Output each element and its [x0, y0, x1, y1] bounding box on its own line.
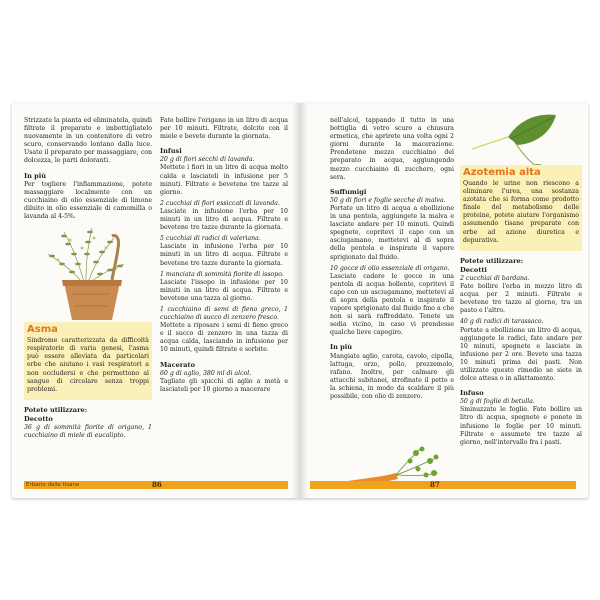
infusi-1-text: Mettete i fiori in un litro di acqua molto calda e lasciateli in infusione per 5 minuti. Filtrate e bevetene tre tazze al giorno. [160, 164, 288, 196]
infusi-1-ingredients: 20 g di fiori secchi di lavanda. [160, 156, 255, 164]
potted-herb-image [24, 224, 152, 322]
decotti-1-ingredients: 2 cucchiai di bardana. [460, 274, 530, 282]
infusi-2-text: Lasciate in infusione l'erba per 10 minuti in un litro di acqua. Filtrate e bevetene tre tazze durante la giornata. [160, 207, 288, 232]
suffumigi-2-ingredients: 10 gocce di olio essenziale di origano. [330, 264, 450, 272]
decotti-2-ingredients: 40 g di radici di tarassaco. [460, 318, 544, 326]
remedies-heading: Potete utilizzare: [460, 256, 524, 265]
page-number-right: 87 [430, 480, 440, 489]
suffumigi-2-text: Lasciate cadere le gocce in una pentola di acqua bollente, copritevi il capo con un asciugamano, mettetevi al di sopra della pentola e inspirate il vapore sprigionato dal fluido fino a che non si sarà raffreddato. Tenete un sedia vicino, in caso vi prendesse qualche lieve capogiro. [330, 272, 454, 337]
infusi-3-text: Lasciate in infusione l'erba per 10 minuti in un litro di acqua. Filtrate e bevetene tre tazze durante la giornata. [160, 243, 288, 267]
asma-title: Asma [27, 324, 58, 336]
azotemia-title: Azotemia alta [463, 167, 541, 178]
infusi-4-text: Lasciate l'issopo in infusione per 10 minuti in un litro di acqua. Filtrate e bevetene una tazza al giorno. [160, 278, 288, 302]
infuso-ingredients: 50 g di foglie di betulla. [460, 398, 535, 406]
footer-bar [310, 481, 576, 489]
suffumigi-heading: Suffumigi [330, 187, 367, 196]
suffumigi-1-text: Portate un litro di acqua a ebollizione in una pentola, aggiungete la malva e lasciate andare per 10 minuti. Quindi spegnete, copritevi il capo con un asciugamano, mettetevi al di sopra della pentola e inspirate il vapore sprigionato dal fluido. [330, 204, 454, 261]
infusi-heading: Infusi [160, 147, 182, 156]
left-column-1 [24, 117, 152, 443]
decotto-ingredients: 36 g di sommità fiorite di origano, 1 cucchiaino di miele di eucalipto. [24, 423, 152, 440]
asma-description: Sindrome caratterizzata da difficoltà respiratorie di varia genesi, l'asma può essere alleviata da particolari erbe che aiutano i vasi respiratori a non occludersi e che permettono al sangue di circolare senza troppi problemi. [27, 337, 149, 393]
macerato-text: Tagliate gli spicchi di aglio a metà e lasciateli per 10 giorno a macerare [160, 377, 288, 393]
asma-box [24, 322, 152, 400]
infusi-5-text: Mettete a riposare i semi di fieno greco e il succo di zenzero in una tazza di acqua calda, lasciando in infusione per 10 minuti, quindi filtrate e sorbite. [160, 322, 288, 354]
paragraph: nell'alcol, tappando il tutto in una bottiglia di vetro scuro a chiusura ermetica, che aprirete una volta ogni 2 giorni durante la macerazione. Prendetene mezzo cucchiaino del preparato in acqua, aggiungendo mezzo cucchiaino di zucchero, ogni sera. [330, 117, 454, 181]
macerato-ingredients: 60 g di aglio, 380 ml di alcol. [160, 369, 252, 377]
infusi-5-ingredients: 1 cucchiaino di semi di fieno greco, 1 cucchiaino di succo di zenzero fresco. [160, 305, 288, 322]
infusi-4-ingredients: 1 manciata di sommità fiorite di issopo. [160, 270, 284, 278]
azotemia-description: Quando le urine non riescono a eliminare l'urea, una sostanza azotata che si forma come prodotto finale del metabolismo delle proteine, potete aiutare l'organismo assumendo tisane preparate con erbe ad azione diuretica e depurativa. [463, 180, 579, 244]
decotti-2-text: Portate a ebollizione un litro di acqua, aggiungete le radici, fate andare per 10 minuti, spegnete e lasciate in infusione per 2 ore. Bevete una tazza 10 minuti prima dei pasti. Non utilizzate questo rimedio se siete in dolce attesa o in allattamento. [460, 326, 582, 383]
page-number-left: 86 [152, 480, 162, 489]
left-column-2 [160, 117, 288, 397]
right-page [300, 103, 588, 498]
paragraph: Mangiate aglio, carota, cavolo, cipolla, lattuga, orzo, pollo, prezzemolo, rafano. Inoltre, per calmare gli attacchi subitanei, strofinate il petto e la schiena, in modo da scaldare il più possibile, con olio di zenzero. [330, 352, 454, 400]
book-spread [12, 103, 588, 498]
azotemia-box [460, 165, 582, 251]
paragraph: Strizzate la pianta ed eliminatela, quindi filtrate il preparato e imbottigliatelo nuovamente in un contenitore di vetro scuro, conservando lontano dalla luce. Usate il preparato per massaggiare, con dolcezza, le parti doloranti. [24, 117, 152, 165]
right-column-2 [460, 165, 582, 450]
right-column-1 [330, 117, 454, 404]
decotti-heading: Decotti [460, 265, 487, 274]
infuso-text: Sminuzzate le foglie. Fate bollire un litro di acqua, spegnete e ponete in infusione le foglie per 10 minuti. Filtrate e assumete tre tazze al giorno, nell'intervallo fra i pasti. [460, 406, 582, 446]
in-piu-heading: In più [330, 343, 353, 352]
infusi-3-ingredients: 5 cucchiai di radici di valeriana. [160, 235, 261, 243]
paragraph: Fate bollire l'origano in un litro di acqua per 10 minuti. Filtrate, dolcite con il miele e bevete durante la giornata. [160, 117, 288, 141]
macerato-heading: Macerato [160, 360, 195, 369]
left-page [12, 103, 300, 498]
decotto-heading: Decotto [24, 414, 53, 423]
decotti-1-text: Fate bollire l'erba in mezzo litro di acqua per 2 minuti. Filtrate e bevetene tre tazze al giorno, tra un pasto e l'altro. [460, 283, 582, 315]
infuso-heading: Infuso [460, 389, 484, 398]
book-gutter [292, 103, 308, 498]
suffumigi-1-ingredients: 50 g di fiori e foglie secche di malva. [330, 196, 446, 204]
remedies-heading: Potete utilizzare: [24, 405, 88, 414]
illustration-potted-herb [24, 224, 152, 322]
footer-label: Erbario delle tisane [26, 482, 80, 488]
in-piu-heading: In più [24, 171, 47, 180]
paragraph: Per togliere l'infiammazione, potete massaggiare localmente con un cucchiaino di olio essenziale di limone diluito in olio essenziale di camomilla o lavanda al 4-5%. [24, 180, 152, 221]
illustration-leaf [468, 109, 568, 171]
infusi-2-ingredients: 2 cucchiai di fiori essiccati di lavanda. [160, 199, 280, 207]
